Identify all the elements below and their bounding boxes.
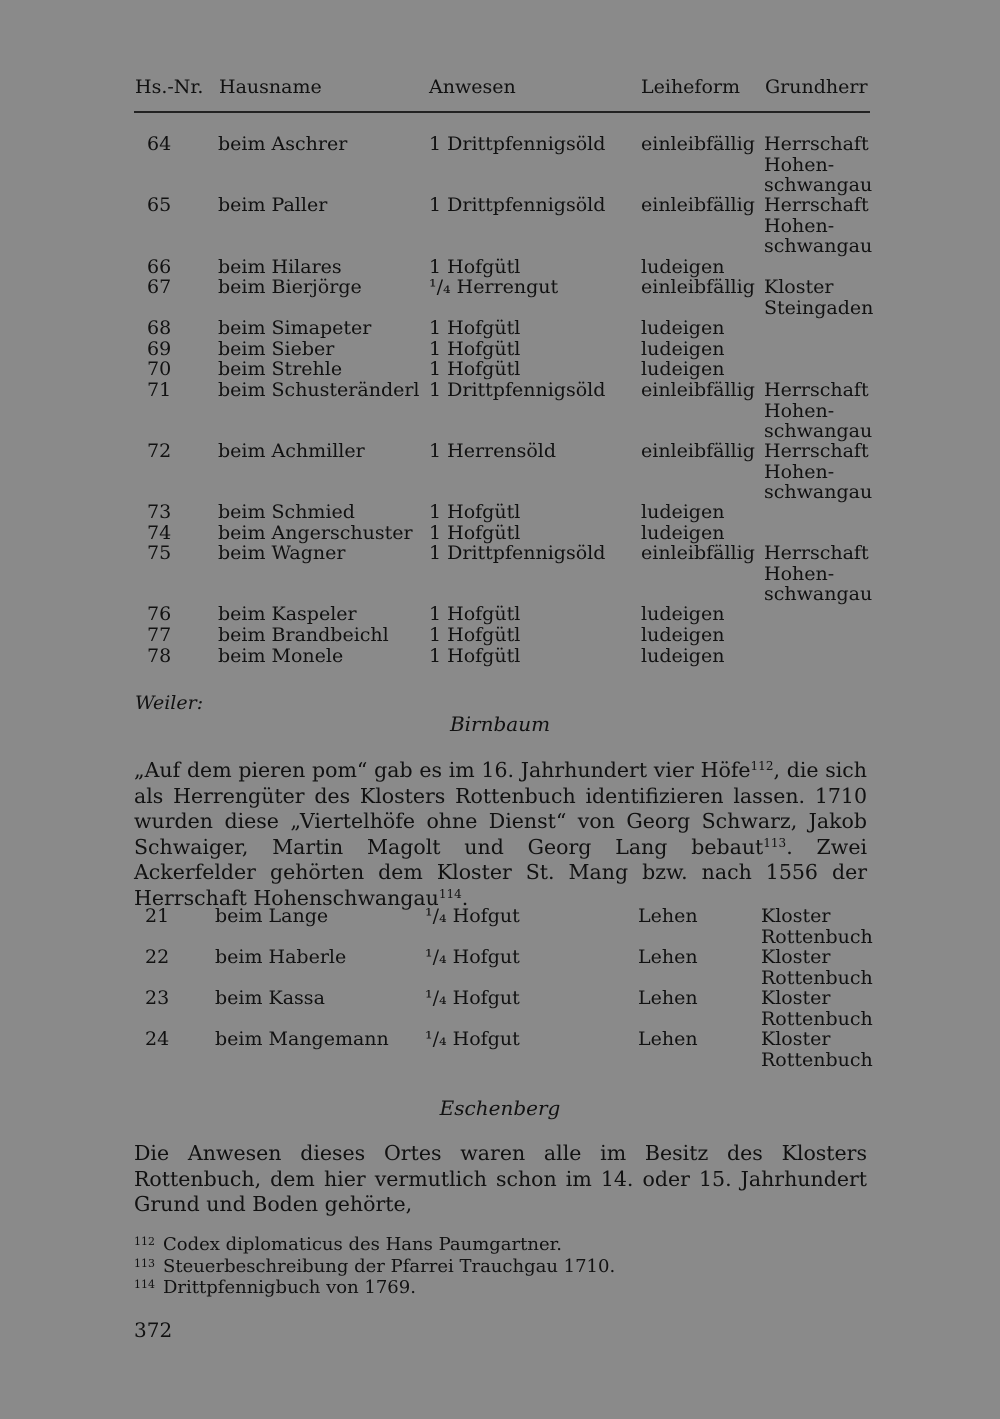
house-name: beim Sieber [218,338,335,360]
para-text-4: . [461,885,469,910]
footnote-ref-113: 113 [763,835,787,850]
house-name: beim Simapeter [218,317,372,339]
house-number: 23 [145,987,170,1009]
para-text-3: . Zwei Ackerfelder gehörten dem Kloster St. Mang bzw. nach 1556 der Herrschaft Hohenschwangau [134,834,868,910]
section-title-eschenberg: Eschenberg [439,1096,561,1120]
house-name: beim Paller [218,194,328,216]
property-type: 1 Hofgütl [429,501,521,523]
house-name: beim Monele [218,645,344,667]
footnote-text: Codex diplomaticus des Hans Paumgartner. [163,1234,562,1255]
tenure-form: ludeigen [641,603,725,625]
house-number: 24 [145,1028,170,1050]
house-name: beim Schusteränderl [218,379,420,401]
footnote-ref-112: 112 [750,759,774,773]
property-type: 1 Drittpfennigsöld [429,194,606,216]
house-name: beim Angerschuster [218,522,413,544]
property-type: ¹/₄ Hofgut [425,987,520,1009]
house-name: beim Brandbeichl [218,624,389,646]
footnote-text: Drittpfennigbuch von 1769. [163,1277,416,1298]
house-number: 22 [145,946,170,968]
footnote-text: Steuerbeschreibung der Pfarrei Trauchgau 1710. [163,1256,616,1277]
footnote [134,1234,562,1255]
house-number: 70 [147,358,172,380]
tenure-form: Lehen [638,946,698,968]
tenure-form: einleibfällig [641,542,755,564]
landlord: Herrschaft Hohen- schwangau [764,440,873,503]
house-number: 66 [147,256,172,278]
property-type: 1 Drittpfennigsöld [429,133,606,155]
tenure-form: einleibfällig [641,276,755,298]
landlord: Kloster Rottenbuch [761,946,873,989]
landlord: Kloster Rottenbuch [761,1028,873,1071]
landlord: Herrschaft Hohen- schwangau [764,542,873,605]
house-number: 76 [147,603,172,625]
property-type: 1 Hofgütl [429,358,521,380]
house-name: beim Hilares [218,256,342,278]
tenure-form: ludeigen [641,645,725,667]
house-name: beim Lange [215,905,329,927]
property-type: 1 Drittpfennigsöld [429,542,606,564]
para-text-2: , die sich als Herrengüter des Klosters Rottenbuch identifizieren lassen. 1710 wurden diese „Viertelhöfe ohne Dienst“ von Georg Schwarz, Jakob Schwaiger, Martin Magolt und Georg Lang bebaut [134,758,867,859]
house-number: 74 [147,522,172,544]
property-type: 1 Hofgütl [429,603,521,625]
property-type: 1 Hofgütl [429,256,521,278]
footnote [134,1277,416,1298]
house-name: beim Aschrer [218,133,348,155]
house-name: beim Haberle [215,946,347,968]
birnbaum-paragraph [134,758,867,911]
weiler-label: Weiler: [135,692,204,714]
tenure-form: einleibfällig [641,194,755,216]
property-type: ¹/₄ Hofgut [425,946,520,968]
house-number: 78 [147,645,172,667]
footnote-number: 114 [134,1278,155,1291]
tenure-form: ludeigen [641,256,725,278]
landlord: Kloster Rottenbuch [761,905,873,948]
house-name: beim Mangemann [215,1028,389,1050]
header-name: Hausname [219,76,322,98]
house-number: 67 [147,276,172,298]
tenure-form: ludeigen [641,358,725,380]
house-number: 75 [147,542,172,564]
property-type: 1 Herrensöld [429,440,557,462]
tenure-form: einleibfällig [641,440,755,462]
section-title-birnbaum: Birnbaum [449,712,551,736]
property-type: ¹/₄ Hofgut [425,1028,520,1050]
header-anwesen: Anwesen [429,76,516,98]
eschenberg-paragraph: Die Anwesen dieses Ortes waren alle im Besitz des Klosters Rottenbuch, dem hier vermutlich schon im 14. oder 15. Jahrhundert Grund und Boden gehörte, [134,1141,867,1216]
landlord: Herrschaft Hohen- schwangau [764,379,873,442]
header-nr: Hs.-Nr. [135,76,204,98]
tenure-form: ludeigen [641,317,725,339]
property-type: 1 Hofgütl [429,624,521,646]
tenure-form: ludeigen [641,501,725,523]
landlord: Kloster Rottenbuch [761,987,873,1030]
header-form: Leiheform [641,76,740,98]
page-number: 372 [134,1318,173,1342]
house-number: 21 [145,905,170,927]
tenure-form: Lehen [638,905,698,927]
tenure-form: ludeigen [641,624,725,646]
house-number: 65 [147,194,172,216]
tenure-form: ludeigen [641,522,725,544]
house-number: 68 [147,317,172,339]
header-rule [134,111,870,113]
house-name: beim Wagner [218,542,346,564]
house-name: beim Achmiller [218,440,365,462]
house-number: 72 [147,440,172,462]
property-type: 1 Hofgütl [429,317,521,339]
house-name: beim Kaspeler [218,603,357,625]
table-header [0,76,1000,106]
property-type: ¹/₄ Herrengut [429,276,559,298]
property-type: 1 Hofgütl [429,645,521,667]
house-number: 73 [147,501,172,523]
landlord: Herrschaft Hohen- schwangau [764,194,873,257]
tenure-form: ludeigen [641,338,725,360]
footnote-number: 112 [134,1235,155,1248]
house-name: beim Schmied [218,501,355,523]
landlord: Herrschaft Hohen- schwangau [764,133,873,196]
tenure-form: einleibfällig [641,379,755,401]
footnote-ref-114: 114 [438,886,462,901]
header-herr: Grundherr [765,76,868,98]
landlord: Kloster Steingaden [764,276,874,319]
property-type: 1 Hofgütl [429,522,521,544]
para-text-1: „Auf dem pieren pom“ gab es im 16. Jahrhundert vier Höfe [134,758,751,782]
house-name: beim Bierjörge [218,276,362,298]
house-number: 77 [147,624,172,646]
tenure-form: Lehen [638,1028,698,1050]
house-number: 71 [147,379,172,401]
house-number: 69 [147,338,172,360]
footnote-number: 113 [134,1257,155,1270]
house-name: beim Strehle [218,358,343,380]
property-type: ¹/₄ Hofgut [425,905,520,927]
property-type: 1 Hofgütl [429,338,521,360]
tenure-form: einleibfällig [641,133,755,155]
footnote [134,1256,615,1277]
property-type: 1 Drittpfennigsöld [429,379,606,401]
tenure-form: Lehen [638,987,698,1009]
house-number: 64 [147,133,172,155]
house-name: beim Kassa [215,987,325,1009]
